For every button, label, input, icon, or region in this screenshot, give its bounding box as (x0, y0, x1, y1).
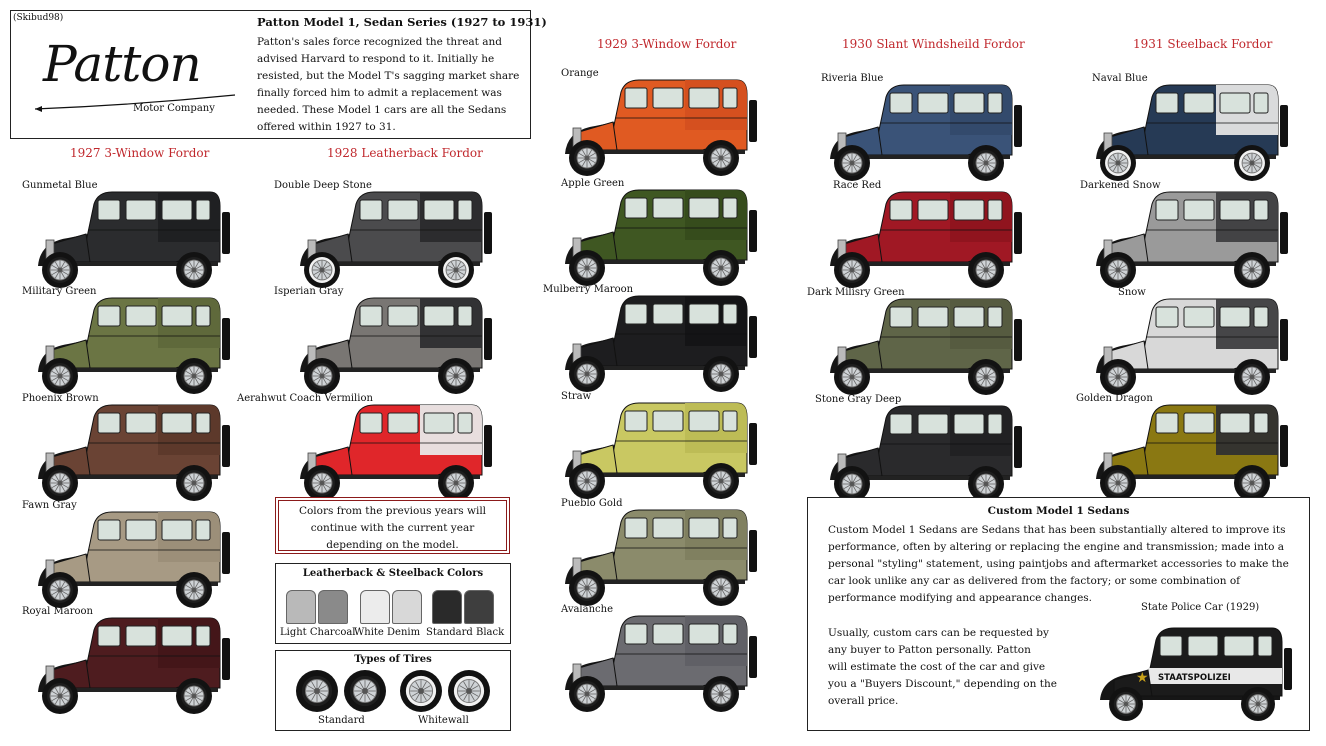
wheel (1100, 465, 1136, 501)
sedan-car (290, 288, 496, 396)
wheel (569, 676, 605, 712)
wheel (296, 670, 338, 712)
header-body (257, 34, 527, 136)
sedan-car (555, 606, 761, 714)
swatch-label: Light Charcoal (280, 627, 356, 638)
custom-body (828, 522, 1298, 607)
wheel (1100, 359, 1136, 395)
car-color-label: Military Green (22, 286, 97, 297)
text-line: overall price. (828, 695, 899, 707)
sedan-car (1086, 395, 1292, 503)
wheel (1234, 145, 1270, 181)
wheel (1100, 252, 1136, 288)
wheel (438, 465, 474, 501)
text-line: Custom Model 1 Sedans are Sedans that has been substantially altered to improve its (828, 524, 1286, 536)
car-color-label: Stone Gray Deep (815, 394, 902, 405)
police-label: State Police Car (1929) (1141, 602, 1260, 613)
wheel (176, 252, 212, 288)
sedan-car (555, 393, 761, 501)
wheel (176, 572, 212, 608)
wheel (400, 670, 442, 712)
sedan-car (555, 500, 761, 608)
car-color-label: Riveria Blue (821, 73, 884, 84)
wheel (448, 670, 490, 712)
custom-body2 (828, 625, 1088, 710)
text-line: any buyer to Patton personally. Patton (828, 644, 1031, 656)
text-line: offered within 1927 to 31. (257, 121, 396, 133)
wheel (703, 140, 739, 176)
sedan-car (1086, 75, 1292, 183)
wheel (703, 570, 739, 606)
wheel (703, 250, 739, 286)
swatch-label: Standard Black (426, 627, 505, 638)
wheel (304, 358, 340, 394)
text-line: Colors from the previous years will (298, 505, 487, 517)
sedan-car (28, 502, 234, 610)
sedan-car (555, 70, 761, 178)
car-color-label: Snow (1118, 287, 1146, 298)
wheel (344, 670, 386, 712)
leatherback-title: Leatherback & Steelback Colors (302, 568, 484, 579)
car-color-label: Straw (561, 391, 592, 402)
car-color-label: Fawn Gray (22, 500, 77, 511)
car-color-label: Pueblo Gold (561, 498, 623, 509)
sedan-car (1086, 289, 1292, 397)
wheel (42, 358, 78, 394)
column-heading: 1929 3-Window Fordor (597, 37, 737, 51)
car-color-label: Apple Green (561, 178, 625, 189)
text-line: continue with the current year (310, 522, 475, 534)
tire-label: Whitewall (418, 715, 469, 726)
car-color-label: Race Red (833, 180, 882, 191)
leather-swatch (360, 590, 390, 624)
text-line: advised Harvard to respond to it. Initially he (257, 53, 495, 65)
sedan-car (555, 180, 761, 288)
leatherback-box (275, 563, 511, 644)
star-icon: ★ (1136, 670, 1149, 686)
tires-title: Types of Tires (354, 654, 432, 665)
text-line: needed. These Model 1 cars are all the Sedans (257, 104, 507, 116)
wheel (176, 678, 212, 714)
wheel (1234, 465, 1270, 501)
wheel (1100, 145, 1136, 181)
sedan-car (1086, 182, 1292, 290)
text-line: performance, often by altering or replacing the engine and transmission; made into a (828, 541, 1285, 553)
tire-icon (446, 668, 492, 714)
car-color-label: Phoenix Brown (22, 393, 99, 404)
leather-swatch (392, 590, 422, 624)
wheel (703, 676, 739, 712)
wheel (1241, 687, 1275, 721)
logo-subtitle: Motor Company (133, 103, 215, 114)
wheel (834, 359, 870, 395)
header-box (10, 10, 547, 139)
car-color-label: Mulberry Maroon (543, 284, 634, 295)
logo-wordmark: Patton (43, 35, 201, 93)
sedan-car (820, 182, 1026, 290)
car-color-label: Avalanche (561, 604, 613, 615)
wheel (176, 465, 212, 501)
sedan-car (555, 286, 761, 394)
leather-swatch (464, 590, 494, 624)
wheel (42, 465, 78, 501)
sedan-car (290, 395, 496, 503)
wheel (438, 358, 474, 394)
text-line: Patton's sales force recognized the threat and (257, 36, 502, 48)
sedan-car (820, 75, 1026, 183)
sedan-car (28, 395, 234, 503)
tire-icon (294, 668, 340, 714)
wheel (1234, 252, 1270, 288)
car-color-label: Golden Dragon (1076, 393, 1153, 404)
wheel (42, 252, 78, 288)
police-car (1090, 622, 1290, 722)
tire-icon (398, 668, 444, 714)
wheel (968, 359, 1004, 395)
police-car-text: STAATSPOLIZEI (1158, 673, 1231, 683)
text-line: finally forced him to admit a replacement was (257, 87, 502, 99)
sedan-car (820, 396, 1026, 504)
wheel (569, 140, 605, 176)
wheel (968, 145, 1004, 181)
credit: (Skibud98) (13, 13, 64, 23)
wheel (304, 252, 340, 288)
sedan-car (28, 182, 234, 290)
wheel (968, 252, 1004, 288)
wheel (834, 145, 870, 181)
custom-box (807, 497, 1310, 731)
wheel (703, 463, 739, 499)
car-color-label: Naval Blue (1092, 73, 1148, 84)
note-text (276, 503, 509, 554)
tires-box (275, 650, 511, 731)
text-line: performance modifying and appearance changes. (828, 592, 1093, 604)
wheel (569, 250, 605, 286)
sedan-car (28, 608, 234, 716)
text-line: personal "styling" statement, using paintjobs and aftermarket accessories to make the (828, 558, 1289, 570)
column-heading: 1931 Steelback Fordor (1133, 37, 1273, 51)
text-line: Usually, custom cars can be requested by (828, 627, 1049, 639)
wheel (176, 358, 212, 394)
text-line: car look unlike any car as delivered from the factory; or some combination of (828, 575, 1241, 587)
leather-swatch (286, 590, 316, 624)
leather-swatch (318, 590, 348, 624)
wheel (304, 465, 340, 501)
text-line: you a "Buyers Discount," depending on the (828, 678, 1057, 690)
wheel (438, 252, 474, 288)
wheel (42, 678, 78, 714)
column-heading: 1927 3-Window Fordor (70, 146, 210, 160)
wheel (834, 252, 870, 288)
car-color-label: Darkened Snow (1080, 180, 1161, 191)
note-box (275, 497, 510, 554)
column-heading: 1928 Leatherback Fordor (327, 146, 483, 160)
car-color-label: Aerahwut Coach Vermilion (237, 393, 373, 404)
custom-title: Custom Model 1 Sedans (987, 505, 1130, 517)
tire-icon (342, 668, 388, 714)
text-line: depending on the model. (326, 539, 459, 551)
patton-logo (35, 29, 245, 119)
tire-label: Standard (318, 715, 365, 726)
header-title: Patton Model 1, Sedan Series (1927 to 1931) (257, 15, 547, 29)
swatch-label: White Denim (354, 627, 421, 638)
sedan-car (290, 182, 496, 290)
wheel (1234, 359, 1270, 395)
wheel (569, 463, 605, 499)
sedan-car (820, 289, 1026, 397)
car-color-label: Gunmetal Blue (22, 180, 98, 191)
wheel (1109, 687, 1143, 721)
wheel (569, 356, 605, 392)
car-color-label: Double Deep Stone (274, 180, 372, 191)
wheel (569, 570, 605, 606)
column-heading: 1930 Slant Windsheild Fordor (842, 37, 1025, 51)
leather-swatch (432, 590, 462, 624)
text-line: will estimate the cost of the car and give (828, 661, 1046, 673)
sedan-car (28, 288, 234, 396)
text-line: resisted, but the Model T's sagging market share (257, 70, 520, 82)
car-color-label: Dark Milisry Green (807, 287, 905, 298)
car-color-label: Isperian Gray (274, 286, 344, 297)
car-color-label: Orange (561, 68, 599, 79)
car-color-label: Royal Maroon (22, 606, 94, 617)
wheel (703, 356, 739, 392)
wheel (42, 572, 78, 608)
